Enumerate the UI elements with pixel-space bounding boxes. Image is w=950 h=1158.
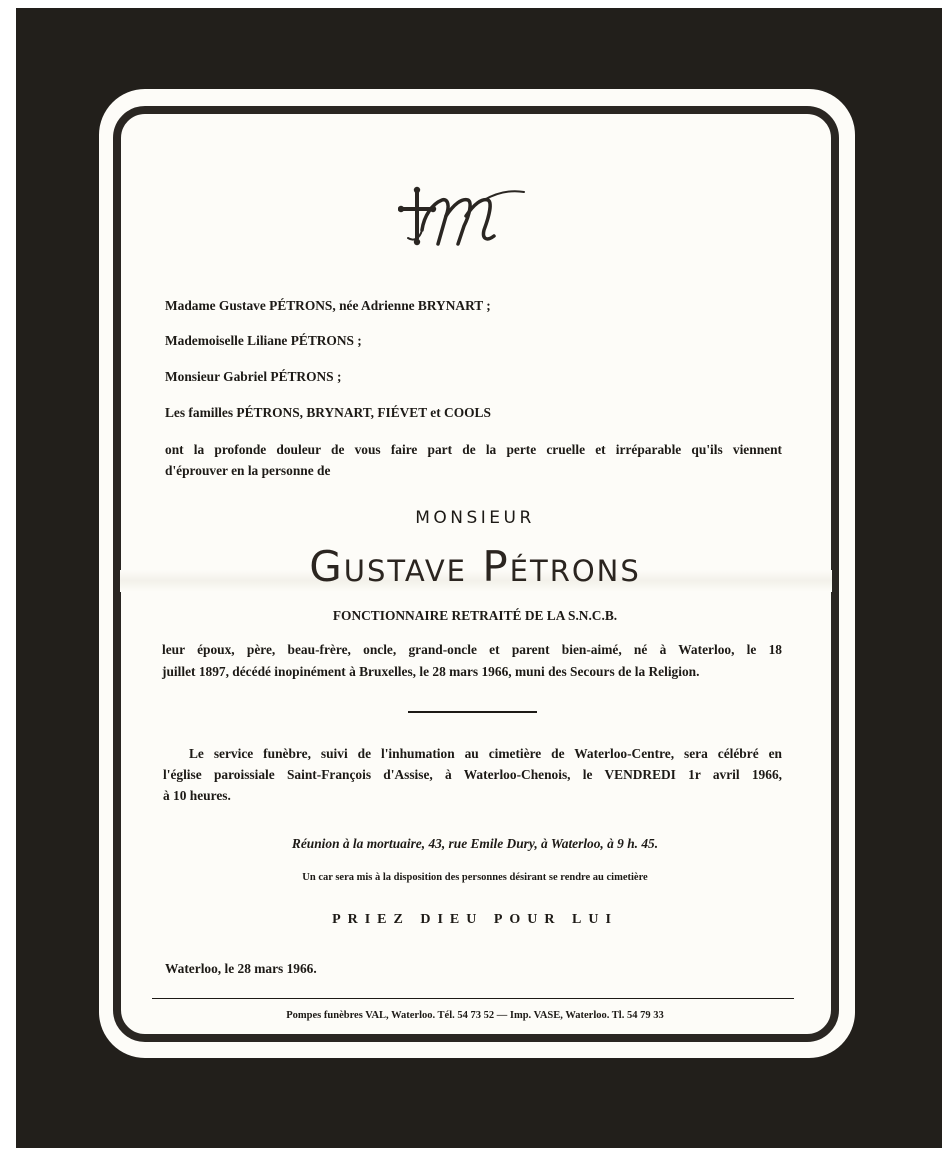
announcement-line-1: ont la profonde douleur de vous faire part de la perte cruelle et irréparable qu'ils viennent bbox=[165, 442, 782, 457]
announcement-line-2: d'éprouver en la personne de bbox=[165, 463, 331, 478]
deceased-title: FONCTIONNAIRE RETRAITÉ DE LA S.N.C.B. bbox=[332, 608, 618, 623]
family-line-daughter: Mademoiselle Liliane PÉTRONS ; bbox=[165, 333, 362, 348]
cross-m-monogram-icon bbox=[398, 186, 526, 252]
bio-line-1: leur époux, père, beau-frère, oncle, grand-oncle et parent bien-aimé, né à Waterloo, le 18 bbox=[162, 642, 782, 657]
reunion-notice: Réunion à la mortuaire, 43, rue Emile Dury, à Waterloo, à 9 h. 45. bbox=[291, 836, 659, 851]
service-line-2: l'église paroissiale Saint-François d'Assise, à Waterloo-Chenois, le VENDREDI 1r avril 1966, bbox=[163, 767, 782, 782]
service-line-1: Le service funèbre, suivi de l'inhumation au cimetière de Waterloo-Centre, sera célébré en bbox=[189, 746, 782, 761]
footer-divider bbox=[152, 998, 794, 999]
prayer-line: PRIEZ DIEU POUR LUI bbox=[332, 912, 618, 927]
family-line-widow: Madame Gustave PÉTRONS, née Adrienne BRYNART ; bbox=[165, 298, 491, 313]
deceased-name: Gustave Pétrons bbox=[309, 542, 641, 591]
service-line-3: à 10 heures. bbox=[163, 788, 231, 803]
section-divider bbox=[408, 711, 537, 713]
bio-line-2: juillet 1897, décédé inopinément à Bruxelles, le 28 mars 1966, muni des Secours de la Religion. bbox=[162, 664, 700, 679]
footer-printer: Pompes funèbres VAL, Waterloo. Tél. 54 73 52 — Imp. VASE, Waterloo. Tl. 54 79 33 bbox=[286, 1010, 664, 1021]
date-line: Waterloo, le 28 mars 1966. bbox=[165, 961, 317, 976]
family-line-families: Les familles PÉTRONS, BRYNART, FIÉVET et COOLS bbox=[165, 405, 491, 420]
car-notice: Un car sera mis à la disposition des personnes désirant se rendre au cimetière bbox=[302, 872, 648, 883]
honorific: MONSIEUR bbox=[415, 508, 535, 528]
family-line-son: Monsieur Gabriel PÉTRONS ; bbox=[165, 369, 342, 384]
